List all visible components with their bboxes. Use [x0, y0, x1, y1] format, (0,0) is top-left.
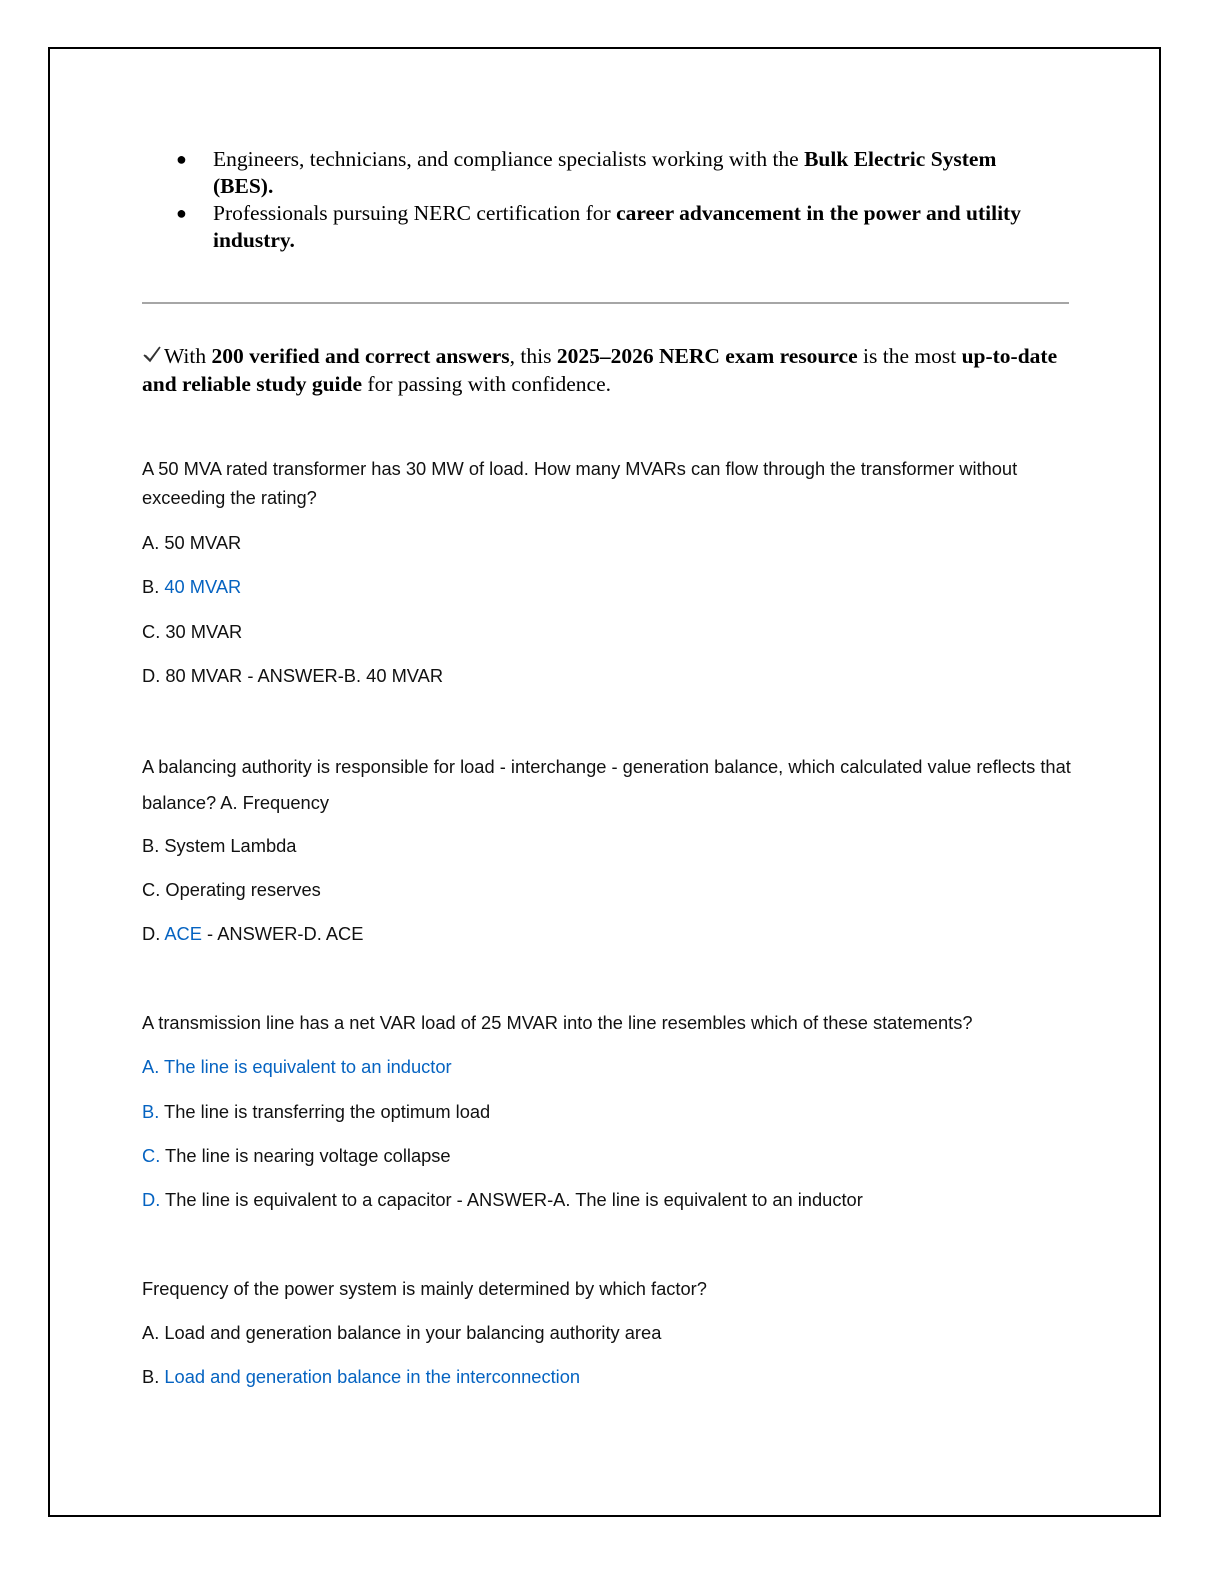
option-c: C. The line is nearing voltage collapse — [142, 1145, 451, 1166]
check-mark-icon — [142, 342, 164, 370]
option-b: B. 40 MVAR — [142, 576, 242, 597]
option-d: D. The line is equivalent to a capacitor - ANSWER-A. The line is equivalent to an inductor — [142, 1189, 863, 1210]
question-1 — [142, 454, 1072, 512]
option-a: A. 50 MVAR — [142, 532, 242, 553]
option-a: A. The line is equivalent to an inductor — [142, 1056, 452, 1077]
question-text: A 50 MVA rated transformer has 30 MW of load. How many MVARs can flow through the transformer without exceeding the rating? — [142, 458, 1018, 508]
option-b: B. Load and generation balance in the interconnection — [142, 1366, 581, 1387]
option-c: C. 30 MVAR — [142, 621, 243, 642]
promo-statement: With 200 verified and correct answers, this 2025–2026 NERC exam resource is the most up-to-date and reliable study guide for passing with confidence. — [142, 344, 1058, 396]
highlighted-answer: Load and generation balance in the interconnection — [164, 1366, 581, 1387]
question-3: A transmission line has a net VAR load of 25 MVAR into the line resembles which of these statements? — [142, 1012, 973, 1033]
option-b: B. The line is transferring the optimum load — [142, 1101, 491, 1122]
question-2: A balancing authority is responsible for load - interchange - generation balance, which calculated value reflects that balance? A. Frequency — [142, 756, 1071, 813]
bullet-icon: ● — [176, 203, 187, 223]
audience-list — [172, 146, 1062, 254]
option-a: A. Load and generation balance in your balancing authority area — [142, 1322, 662, 1343]
option-b: B. System Lambda — [142, 835, 297, 856]
option-d: D. 80 MVAR - ANSWER-B. 40 MVAR — [142, 665, 444, 686]
highlighted-answer: 40 MVAR — [164, 576, 242, 597]
list-item: ● Engineers, technicians, and compliance specialists working with the Bulk Electric System (BES). — [176, 147, 997, 198]
option-d: D. ACE - ANSWER-D. ACE — [142, 923, 364, 944]
horizontal-divider — [142, 302, 1069, 304]
option-c: C. Operating reserves — [142, 879, 321, 900]
question-4: Frequency of the power system is mainly determined by which factor? — [142, 1278, 707, 1299]
bullet-icon: ● — [176, 149, 187, 169]
highlighted-answer: ACE — [164, 923, 202, 944]
list-item: ● Professionals pursuing NERC certification for career advancement in the power and utility industry. — [176, 201, 1021, 252]
